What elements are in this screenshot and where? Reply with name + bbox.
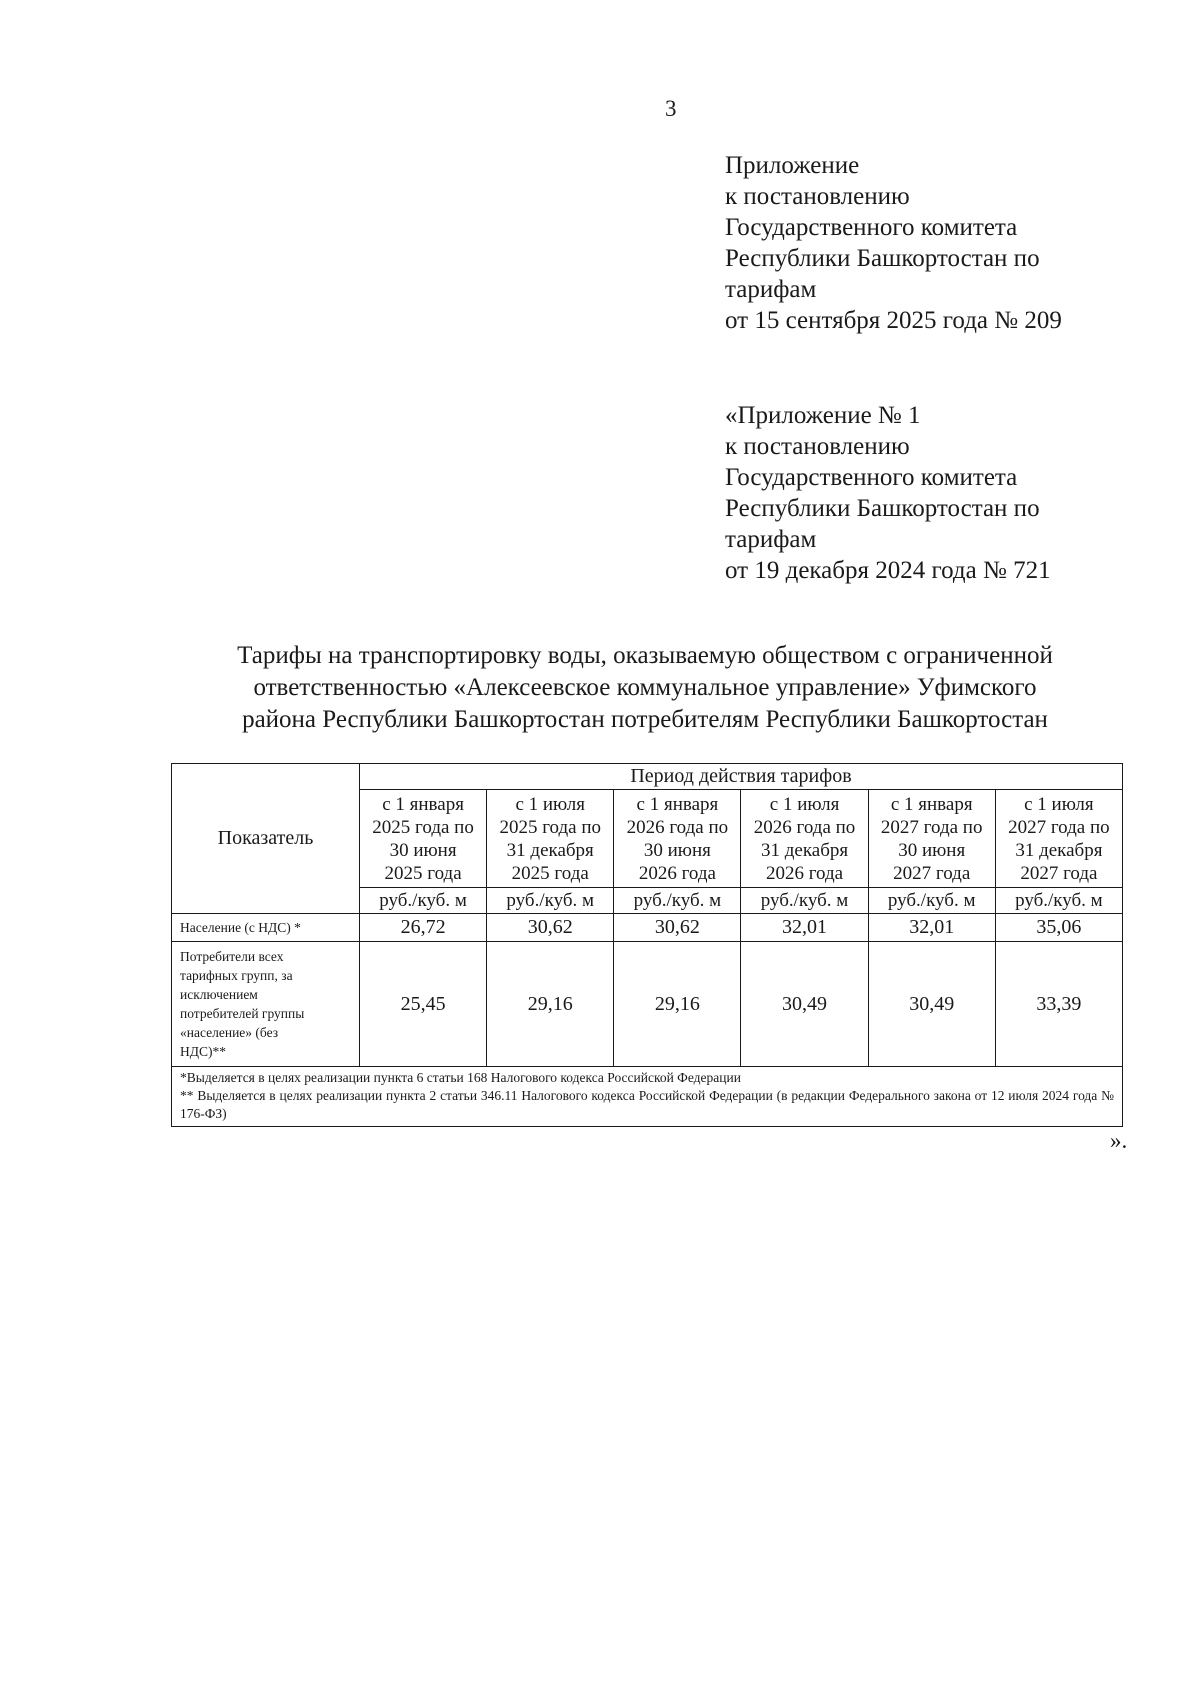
- period-date-cell: [741, 790, 868, 888]
- appendix-original-line: Государственного комитета: [725, 464, 1018, 491]
- period-date-cell: [360, 790, 487, 888]
- period-date-line: 2027 года по: [880, 816, 983, 838]
- title-line: ответственностью «Алексеевское коммунальное управление» Уфимского: [253, 674, 1037, 701]
- appendix-current-line: Государственного комитета: [725, 214, 1018, 241]
- appendix-current-line: от 15 сентября 2025 года № 209: [725, 307, 1062, 334]
- row-label-line: НДС)**: [180, 1044, 226, 1059]
- title-line: района Республики Башкортостан потребителям Республики Башкортостан: [242, 706, 1048, 733]
- row-label-line: потребителей группы: [180, 1006, 305, 1021]
- appendix-original-block: [725, 400, 1051, 586]
- period-date-line: 2026 года: [765, 862, 844, 884]
- document-title: [170, 640, 1120, 736]
- period-date-line: с 1 января: [382, 793, 464, 815]
- tariff-value: 30,62: [487, 914, 614, 942]
- appendix-current-block: [725, 150, 1062, 336]
- appendix-original-line: тарифам: [725, 526, 817, 553]
- row-label-line: тарифных групп, за: [180, 968, 293, 983]
- unit-cell: руб./куб. м: [868, 888, 995, 914]
- period-date-line: 30 июня: [898, 839, 966, 861]
- period-date-line: с 1 января: [636, 793, 719, 815]
- period-date-line: 2025 года: [384, 862, 462, 884]
- unit-cell: руб./куб. м: [995, 888, 1122, 914]
- period-header: Период действия тарифов: [360, 764, 1123, 790]
- footnotes: [172, 1067, 1123, 1127]
- row-label-line: Потребители всех: [180, 949, 284, 964]
- tariff-value: 26,72: [360, 914, 487, 942]
- footnote-2: ** Выделяется в целях реализации пункта 2 статьи 346.11 Налогового кодекса Российской Федерации (в редакции Федерального закона от 12 июля 2024 года № 176-ФЗ): [180, 1088, 1114, 1121]
- unit-cell: руб./куб. м: [487, 888, 614, 914]
- appendix-original-line: «Приложение № 1: [725, 402, 921, 429]
- footnote-1: *Выделяется в целях реализации пункта 6 статьи 168 Налогового кодекса Российской Федерации: [180, 1070, 741, 1085]
- tariff-value: 30,49: [868, 942, 995, 1067]
- period-date-cell: [614, 790, 741, 888]
- appendix-current-line: Республики Башкортостан по: [725, 245, 1040, 272]
- title-line: Тарифы на транспортировку воды, оказываемую обществом с ограниченной: [237, 642, 1053, 669]
- appendix-original-line: Республики Башкортостан по: [725, 495, 1040, 522]
- unit-cell: руб./куб. м: [614, 888, 741, 914]
- tariff-value: 25,45: [360, 942, 487, 1067]
- table-row: [172, 942, 1123, 1067]
- tariff-value: 29,16: [614, 942, 741, 1067]
- period-date-line: с 1 января: [890, 793, 973, 815]
- tariff-value: 33,39: [995, 942, 1122, 1067]
- period-date-cell: [995, 790, 1122, 888]
- period-date-line: 2026 года по: [626, 816, 729, 838]
- period-date-line: 2025 года: [511, 862, 589, 884]
- period-date-cell: [868, 790, 995, 888]
- period-date-line: 2027 года по: [1008, 816, 1110, 838]
- period-date-cell: [487, 790, 614, 888]
- appendix-current-line: к постановлению: [725, 183, 910, 210]
- period-date-line: с 1 июля: [1024, 793, 1094, 815]
- tariff-value: 32,01: [741, 914, 868, 942]
- tariff-table: [171, 763, 1123, 1127]
- period-date-line: 31 декабря: [760, 839, 849, 861]
- row-label-line: «население» (без: [180, 1025, 279, 1040]
- tariff-value: 30,62: [614, 914, 741, 942]
- period-date-line: 31 декабря: [506, 839, 594, 861]
- period-date-line: с 1 июля: [769, 793, 840, 815]
- period-date-line: 2026 года: [638, 862, 716, 884]
- table-row: [172, 914, 1123, 942]
- period-date-line: 2026 года по: [753, 816, 856, 838]
- row-label-line: исключением: [180, 987, 258, 1002]
- period-date-line: 2027 года: [893, 862, 971, 884]
- row-label-other-consumers: [172, 942, 360, 1067]
- tariff-value: 29,16: [487, 942, 614, 1067]
- tariff-value: 35,06: [995, 914, 1122, 942]
- footnote-row: [172, 1067, 1123, 1127]
- period-date-line: 30 июня: [389, 839, 457, 861]
- indicator-header: Показатель: [172, 764, 360, 914]
- table-header-row: [172, 764, 1123, 790]
- row-label-population: Население (с НДС) *: [172, 914, 360, 942]
- tariff-value: 32,01: [868, 914, 995, 942]
- appendix-original-line: от 19 декабря 2024 года № 721: [725, 557, 1051, 584]
- period-date-line: 2025 года по: [372, 816, 474, 838]
- appendix-current-line: Приложение: [725, 152, 860, 179]
- unit-cell: руб./куб. м: [741, 888, 868, 914]
- appendix-original-line: к постановлению: [725, 433, 910, 460]
- appendix-current-line: тарифам: [725, 276, 817, 303]
- closing-quote: ».: [1110, 1128, 1128, 1153]
- period-date-line: 31 декабря: [1015, 839, 1103, 861]
- unit-cell: руб./куб. м: [360, 888, 487, 914]
- period-date-line: с 1 июля: [515, 793, 585, 815]
- period-date-line: 30 июня: [643, 839, 711, 861]
- period-date-line: 2027 года: [1020, 862, 1098, 884]
- page-number: 3: [665, 96, 677, 121]
- tariff-value: 30,49: [741, 942, 868, 1067]
- period-date-line: 2025 года по: [499, 816, 601, 838]
